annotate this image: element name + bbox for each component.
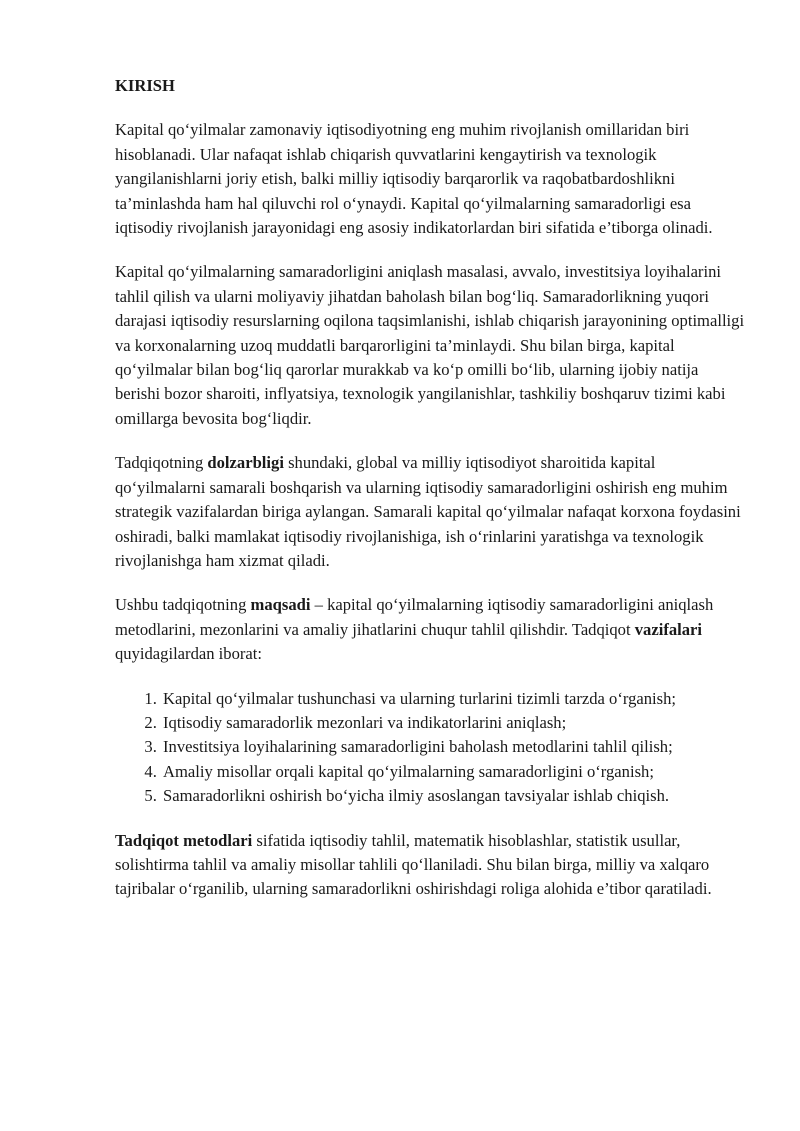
paragraph-intro: Kapital qo‘yilmalar zamonaviy iqtisodiyotning eng muhim rivojlanish omillaridan biri hisoblanadi. Ular nafaqat ishlab chiqarish quvvatlarini kengaytirish va texnologik yangilanishlarni joriy etish, balki milliy iqtisodiy barqarorlik va raqobatbardoshlikni ta’minlashda ham hal qiluvchi rol o‘ynaydi. Kapital qo‘yilmalarning samaradorligi esa iqtisodiy rivojlanish jarayonidagi eng asosiy indikatorlardan biri sifatida e’tiborga olinadi. xyxy=(115,120,713,238)
methods-text: sifatida iqtisodiy tahlil, matematik hisoblashlar, statistik usullar, solishtirma tahlil va amaliy misollar tahlili qo‘llaniladi. Shu bilan birga, milliy va xalqaro tajribalar o‘rganilib, ularning samaradorlikni oshirishdagi roliga alohida e’tibor qaratiladi. xyxy=(115,830,712,899)
tasks-list xyxy=(115,687,745,809)
goal-text: – kapital qo‘yilmalarning iqtisodiy samaradorligini aniqlash metodlarini, mezonlarini va amaliy jihatlarini chuqur tahlil qilishdir. Tadqiqot xyxy=(115,595,714,639)
tasks-lead-end: quyidagilardan iborat: xyxy=(115,644,262,664)
paragraph-methods xyxy=(115,829,745,902)
list-item: 5. Samaradorlikni oshirish bo‘yicha ilmiy asoslangan tavsiyalar ishlab chiqish. xyxy=(161,784,745,808)
list-item: 4. Amaliy misollar orqali kapital qo‘yilmalarning samaradorligini o‘rganish; xyxy=(161,760,745,784)
paragraph-goal xyxy=(115,593,745,666)
relevance-lead: Tadqiqotning xyxy=(115,453,208,473)
relevance-text: shundaki, global va milliy iqtisodiyot sharoitida kapital qo‘yilmalarni samarali boshqarish va ularning iqtisodiy samaradorligini oshirish eng muhim strategik vazifalardan biriga aylangan. Samarali kapital qo‘yilmalar nafaqat korxona foydasini oshiradi, balki mamlakat iqtisodiy rivojlanishiga, ish o‘rinlarini yaratishga va texnologik rivojlanishga ham xizmat qiladi. xyxy=(115,453,741,570)
paragraph-efficiency: Kapital qo‘yilmalarning samaradorligini aniqlash masalasi, avvalo, investitsiya loyihalarini tahlil qilish va ularni moliyaviy jihatdan baholash bilan bog‘liq. Samaradorlikning yuqori darajasi iqtisodiy resurslarning oqilona taqsimlanishi, ishlab chiqarish jarayonining optimalligi va korxonalarning uzoq muddatli barqarorligini ta’minlaydi. Shu bilan birga, kapital qo‘yilmalar bilan bog‘liq qarorlar murakkab va ko‘p omilli bo‘lib, ularning ijobiy natija berishi bozor sharoiti, inflyatsiya, texnologik yangilanishlar, tashkiliy boshqaruv tizimi kabi omillarga bevosita bog‘liqdir. xyxy=(115,262,745,428)
relevance-term: dolzarbligi xyxy=(207,453,284,473)
methods-term: Tadqiqot metodlari xyxy=(115,830,253,850)
goal-lead: Ushbu tadqiqotning xyxy=(115,595,251,615)
document-page xyxy=(115,74,745,922)
paragraph-relevance xyxy=(115,451,745,573)
tasks-term: vazifalari xyxy=(634,619,703,639)
list-item: 3. Investitsiya loyihalarining samaradorligini baholash metodlarini tahlil qilish; xyxy=(161,735,745,759)
goal-term: maqsadi xyxy=(250,595,311,615)
list-item: 1. Kapital qo‘yilmalar tushunchasi va ularning turlarini tizimli tarzda o‘rganish; xyxy=(161,687,745,711)
section-heading: KIRISH xyxy=(115,76,175,95)
list-item: 2. Iqtisodiy samaradorlik mezonlari va indikatorlarini aniqlash; xyxy=(161,711,745,735)
